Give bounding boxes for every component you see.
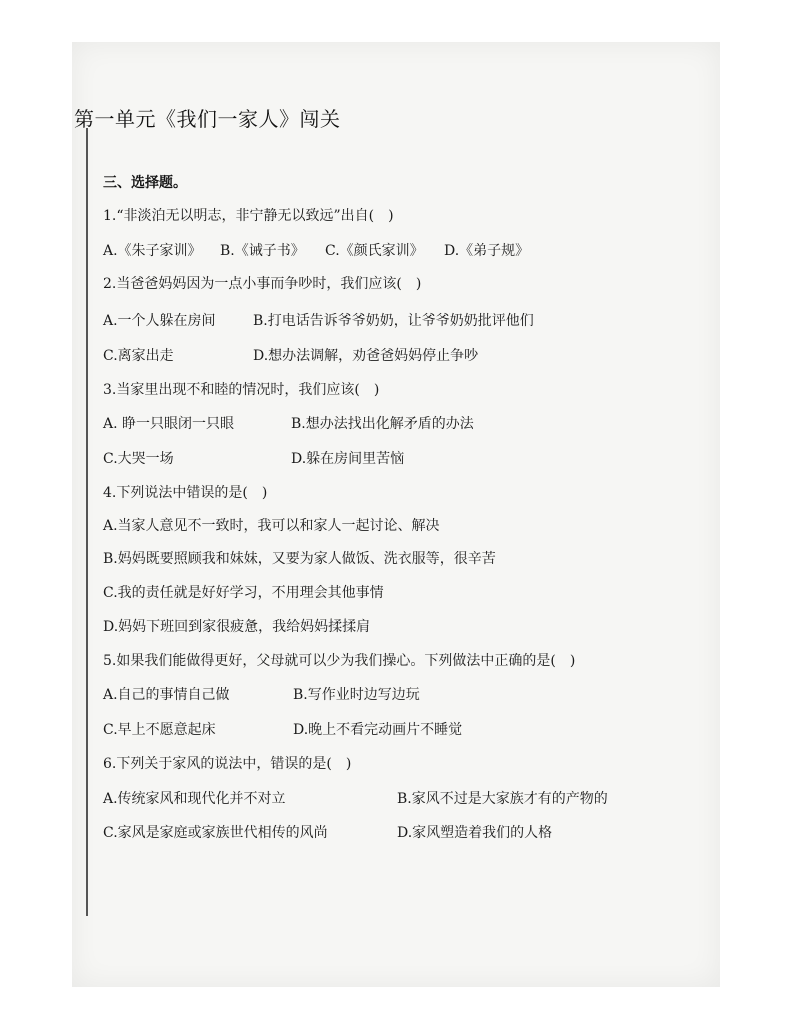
page-title: 第一单元《我们一家人》闯关 xyxy=(74,107,341,131)
option: D.想办法调解，劝爸爸妈妈停止争吵 xyxy=(253,348,479,364)
option: C.《颜氏家训》 xyxy=(325,243,424,259)
option: B.打电话告诉爷爷奶奶，让爷爷奶奶批评他们 xyxy=(253,313,534,329)
question-stem: 2.当爸爸妈妈因为一点小事而争吵时，我们应该( ) xyxy=(103,276,422,292)
option: D.妈妈下班回到家很疲惫，我给妈妈揉揉肩 xyxy=(103,619,371,635)
option: D.晚上不看完动画片不睡觉 xyxy=(293,722,463,738)
option: C.我的责任就是好好学习，不用理会其他事情 xyxy=(103,585,384,601)
option: B.想办法找出化解矛盾的办法 xyxy=(291,416,474,432)
section-heading: 三、选择题。 xyxy=(103,175,187,191)
option: A. 睁一只眼闭一只眼 xyxy=(103,416,235,432)
option: C.离家出走 xyxy=(103,348,174,364)
question-stem: 4.下列说法中错误的是( ) xyxy=(103,485,268,501)
option: D.家风塑造着我们的人格 xyxy=(397,825,553,841)
option: A.传统家风和现代化并不对立 xyxy=(103,791,286,807)
option: C.早上不愿意起床 xyxy=(103,722,216,738)
option: D.《弟子规》 xyxy=(444,243,530,259)
question-stem: 3.当家里出现不和睦的情况时，我们应该( ) xyxy=(103,382,380,398)
margin-rule xyxy=(86,128,88,916)
option: A.一个人躲在房间 xyxy=(103,313,216,329)
option: D.躲在房间里苦恼 xyxy=(291,451,405,467)
question-stem: 6.下列关于家风的说法中，错误的是( ) xyxy=(103,756,352,772)
option: B.家风不过是大家族才有的产物的 xyxy=(397,791,608,807)
option: B.写作业时边写边玩 xyxy=(293,687,420,703)
option: A.自己的事情自己做 xyxy=(103,687,230,703)
question-stem: 5.如果我们能做得更好，父母就可以少为我们操心。下列做法中正确的是( ) xyxy=(103,653,576,669)
option: B.《诫子书》 xyxy=(220,243,305,259)
option: C.家风是家庭或家族世代相传的风尚 xyxy=(103,825,328,841)
question-stem: 1.“非淡泊无以明志，非宁静无以致远”出自( ) xyxy=(103,208,394,224)
option: B.妈妈既要照顾我和妹妹，又要为家人做饭、洗衣服等，很辛苦 xyxy=(103,551,496,567)
option: A.《朱子家训》 xyxy=(103,243,202,259)
option: C.大哭一场 xyxy=(103,451,174,467)
option: A.当家人意见不一致时，我可以和家人一起讨论、解决 xyxy=(103,518,440,534)
